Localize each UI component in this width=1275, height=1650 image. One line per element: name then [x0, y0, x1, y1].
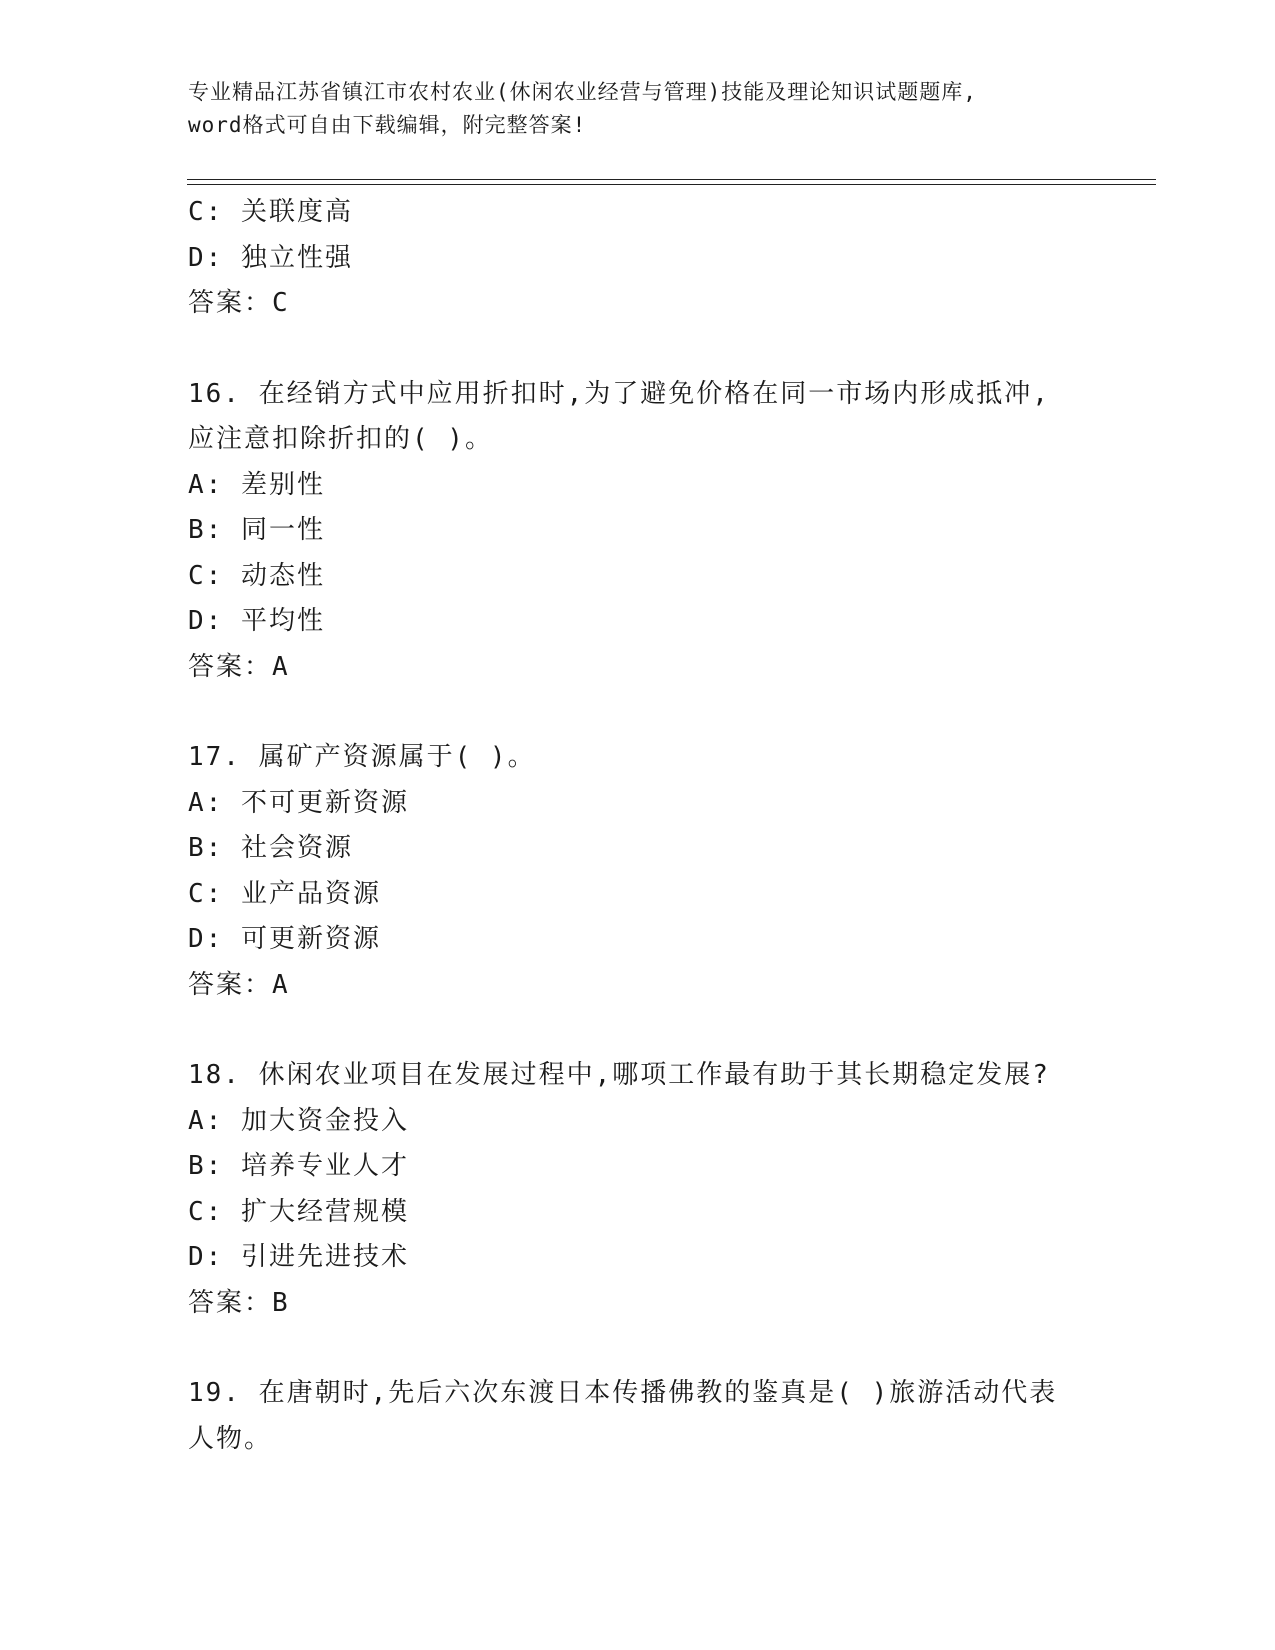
option-c: C: 扩大经营规模 [188, 1196, 409, 1227]
header-rule-top [187, 179, 1156, 180]
answer-value: B [272, 1287, 290, 1318]
question-text: 17. 属矿产资源属于( )。 [188, 742, 536, 772]
option-a: A: 不可更新资源 [188, 787, 409, 818]
answer-line [188, 963, 1088, 1009]
answer-value: C [272, 288, 290, 318]
answer-label: 答案： [188, 288, 273, 318]
answer-label: 答案： [188, 651, 273, 682]
option-d: D: 引进先进技术 [188, 1242, 409, 1272]
answer-line [188, 1281, 1088, 1327]
option-a: A: 差别性 [188, 469, 325, 500]
document-header [188, 76, 1088, 142]
header-line-2: word格式可自由下载编辑，附完整答案! [188, 113, 587, 137]
option-d: D: 独立性强 [188, 242, 353, 273]
question-19 [188, 1371, 1088, 1462]
option-b: B: 社会资源 [188, 833, 353, 863]
answer-label: 答案： [188, 969, 273, 1000]
answer-label: 答案： [188, 1287, 273, 1318]
answer-line [188, 645, 1088, 691]
option-a: A: 加大资金投入 [188, 1105, 409, 1136]
question-18 [188, 1053, 1088, 1326]
option-d: D: 平均性 [188, 606, 325, 636]
header-line-1: 专业精品江苏省镇江市农村农业(休闲农业经营与管理)技能及理论知识试题题库, [188, 80, 977, 104]
option-c: C: 业产品资源 [188, 878, 381, 909]
option-b: B: 培养专业人才 [188, 1151, 409, 1181]
question-text: 18. 休闲农业项目在发展过程中,哪项工作最有助于其长期稳定发展? [188, 1060, 1050, 1090]
answer-value: A [272, 651, 290, 682]
option-c: C: 关联度高 [188, 197, 353, 227]
answer-line [188, 281, 1088, 327]
header-rule-bottom [187, 184, 1156, 185]
question-text: 19. 在唐朝时,先后六次东渡日本传播佛教的鉴真是( )旅游活动代表人物。 [188, 1378, 1058, 1454]
question-17 [188, 735, 1088, 1008]
option-d: D: 可更新资源 [188, 924, 381, 954]
option-b: B: 同一性 [188, 515, 325, 545]
question-text: 16. 在经销方式中应用折扣时,为了避免价格在同一市场内形成抵冲,应注意扣除折扣的( )。 [188, 378, 1050, 454]
option-c: C: 动态性 [188, 560, 325, 591]
question-16 [188, 372, 1088, 691]
answer-value: A [272, 969, 290, 1000]
question-list [188, 190, 1088, 1462]
continued-question [188, 190, 1088, 327]
